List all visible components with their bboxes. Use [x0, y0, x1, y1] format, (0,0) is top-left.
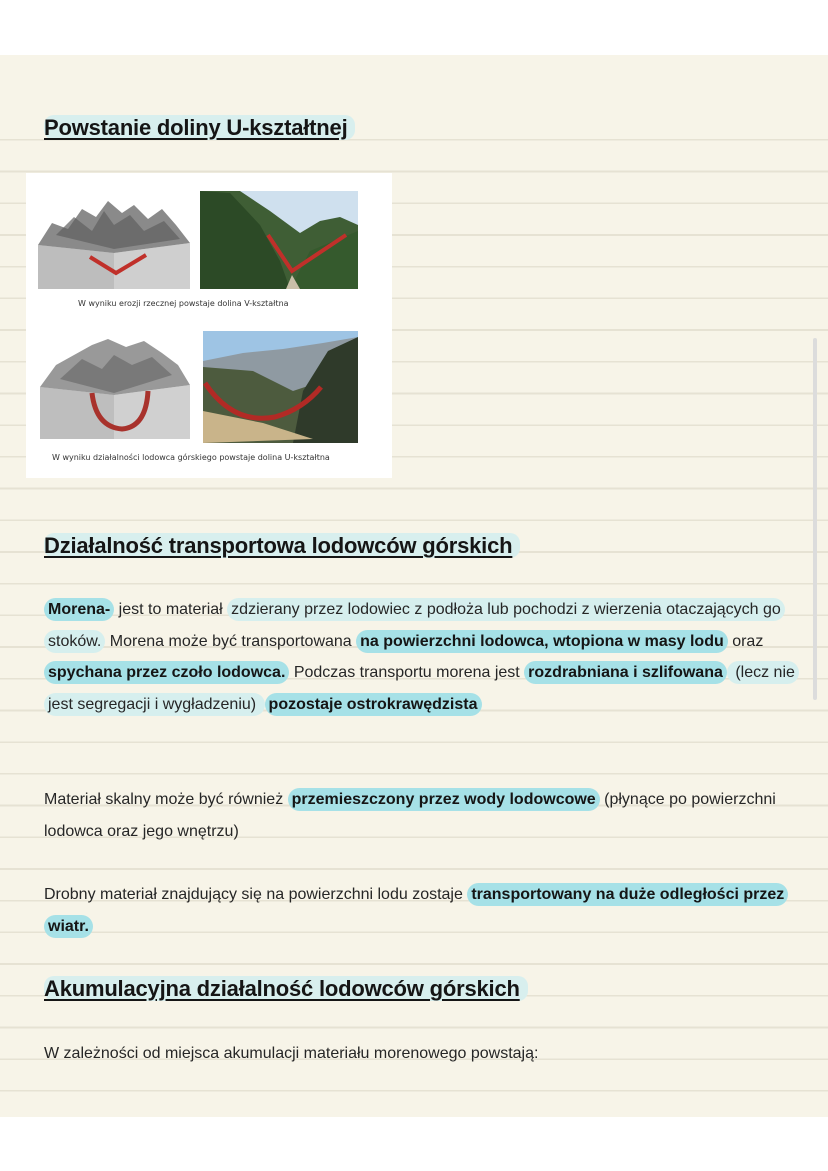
heading-glacier-accumulation: Akumulacyjna działalność lodowców górskich — [44, 976, 528, 1002]
vertical-scrollbar[interactable] — [813, 338, 817, 700]
page-top-margin — [0, 55, 828, 107]
paragraph-accumulation: W zależności od miejsca akumulacji materiału morenowego powstają: — [44, 1045, 539, 1062]
v-valley-photo — [200, 191, 358, 289]
term-morena: Morena- — [44, 598, 114, 621]
paragraph-meltwater: Materiał skalny może być również przemieszczony przez wody lodowcowe (płynące po powierzchni lodowca oraz jego wnętrzu) — [44, 784, 804, 847]
paragraph-wind: Drobny materiał znajdujący się na powierzchni lodu zostaje transportowany na duże odległości przez wiatr. — [44, 879, 804, 942]
caption-u-valley: W wyniku działalności lodowca górskiego powstaje dolina U-kształtna — [52, 453, 330, 462]
valley-figure — [26, 173, 392, 478]
paragraph-morena: Morena- jest to materiał zdzierany przez lodowiec z podłoża lub pochodzi z wierzenia otaczających go stoków. Morena może być transportowana na powierzchni lodowca, wtopiona w masy lodu oraz spychana przez czoło lodowca. Podczas transportu morena jest rozdrabniana i szlifowana (lecz nie jest segregacji i wygładzeniu) pozostaje ostrokrawędzista — [44, 594, 804, 721]
heading-glacier-transport: Działalność transportowa lodowców górskich — [44, 533, 520, 559]
heading-u-valley: Powstanie doliny U-kształtnej — [44, 115, 355, 141]
caption-v-valley: W wyniku erozji rzecznej powstaje dolina V-kształtna — [78, 299, 289, 308]
v-valley-model-image — [34, 195, 194, 291]
notes-page — [0, 55, 828, 1117]
u-valley-photo — [203, 331, 358, 443]
u-valley-model-image — [36, 335, 194, 443]
